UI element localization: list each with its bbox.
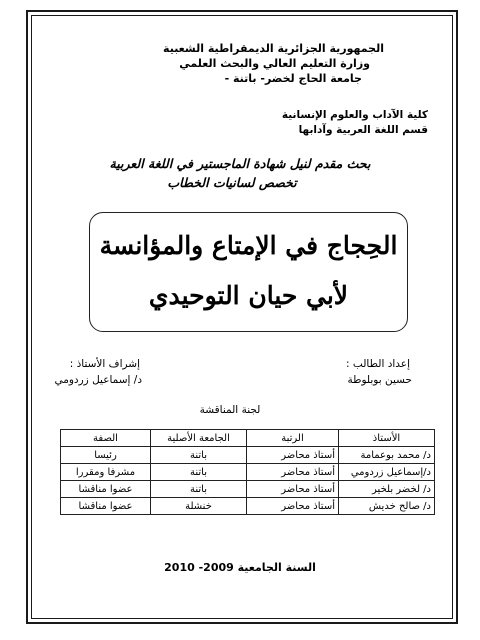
committee-title: لجنة المناقشة [199, 404, 261, 416]
committee-member-university: باتنة [151, 481, 247, 498]
research-specialty: تخصص لسانيات الخطاب [167, 175, 297, 190]
committee-member-university: خنشلة [151, 498, 247, 515]
table-row [61, 481, 435, 498]
column-header-role: الصفة [61, 430, 151, 447]
department-name: قسم اللغة العربية وآدابها [298, 124, 428, 136]
committee-member-role: عضوا مناقشا [61, 498, 151, 515]
student-label: إعداد الطالب : [346, 358, 410, 370]
committee-header-row [61, 430, 435, 447]
table-row [61, 498, 435, 515]
column-header-professor: الأستاذ [339, 430, 435, 447]
committee-table [60, 429, 435, 515]
table-row [61, 447, 435, 464]
research-statement: بحث مقدم لنيل شهادة الماجستير في اللغة العربية [109, 156, 371, 171]
committee-member-rank: أستاذ محاضر [247, 481, 339, 498]
thesis-title-line1: الحِجاج في الإمتاع والمؤانسة [99, 231, 398, 260]
faculty-name: كلية الآداب والعلوم الإنسانية [281, 109, 428, 121]
committee-member-rank: أستاذ محاضر [247, 464, 339, 481]
academic-year: السنة الجامعية 2009- 2010 [164, 561, 316, 574]
thesis-title-box [89, 212, 408, 332]
committee-member-name: د/ صالح خديش [339, 498, 435, 515]
supervisor-label: إشراف الأستاذ : [69, 358, 140, 370]
header-ministry: وزارة التعليم العالي والبحث العلمي [179, 57, 370, 70]
committee-member-university: باتنة [151, 447, 247, 464]
committee-member-role: رئيسا [61, 447, 151, 464]
student-name: حسين بوبلوطة [347, 374, 412, 386]
supervisor-name: د/ إسماعيل زردومي [54, 374, 142, 386]
committee-member-rank: أستاذ محاضر [247, 498, 339, 515]
committee-member-name: د/ لخضر بلخير [339, 481, 435, 498]
committee-member-university: باتنة [151, 464, 247, 481]
committee-member-name: د/ محمد بوعمامة [339, 447, 435, 464]
thesis-title-line2: لأبي حيان التوحيدي [148, 281, 349, 310]
column-header-rank: الرتبة [247, 430, 339, 447]
committee-member-role: عضوا مناقشا [61, 481, 151, 498]
committee-member-rank: أستاذ محاضر [247, 447, 339, 464]
column-header-university: الجامعة الأصلية [151, 430, 247, 447]
committee-member-role: مشرفا ومقررا [61, 464, 151, 481]
header-republic: الجمهورية الجزائرية الديمقراطية الشعبية [163, 42, 384, 55]
committee-member-name: د/إسماعيل زردومي [339, 464, 435, 481]
header-university: جامعة الحاج لخضر- باتنة - [224, 72, 362, 85]
table-row [61, 464, 435, 481]
